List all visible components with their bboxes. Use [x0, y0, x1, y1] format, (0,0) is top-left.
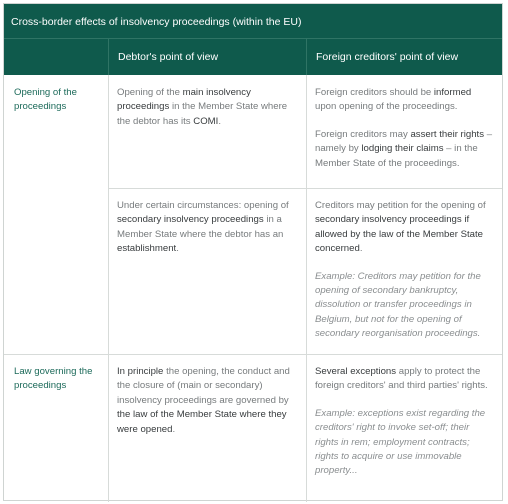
header-row — [4, 39, 502, 75]
column-divider-1 — [108, 75, 109, 502]
opening-creditors-example: Example: Creditors may petition for the opening of secondary bankruptcy, dissolution or transfer proceedings in Belgium, but not for the opening of secondary reorganisation proceedings. — [315, 270, 481, 340]
opening-debtor-secondary — [108, 188, 306, 257]
law-debtor-text: In principle the opening, the conduct and the closure of (main or secondary) insolvency proceedings are governed by the law of the Member State where they were opened. — [117, 366, 290, 435]
opening-creditors-main — [306, 75, 502, 171]
law-debtor — [108, 354, 306, 437]
opening-creditors-secondary-text: Creditors may petition for the opening of secondary insolvency proceedings if allowed by the law of the Member State concerned. — [315, 200, 486, 255]
opening-creditors-inform-text: Foreign creditors should be informed upon opening of the proceedings. — [315, 87, 472, 113]
insolvency-table — [3, 3, 503, 501]
opening-debtor-main — [108, 75, 306, 129]
law-creditors — [306, 354, 502, 479]
row-label-opening: Opening of the proceedings — [14, 87, 77, 113]
header-debtor: Debtor's point of view — [108, 39, 306, 75]
table-title: Cross-border effects of insolvency proceedings (within the EU) — [4, 4, 502, 39]
law-creditors-text: Several exceptions apply to protect the foreign creditors' and third parties' rights. — [315, 366, 488, 392]
header-foreign-creditors: Foreign creditors' point of view — [306, 39, 502, 75]
row-label-law: Law governing the proceedings — [14, 366, 93, 392]
opening-creditors-assert-text: Foreign creditors may assert their rights – namely by lodging their claims – in the Member State of the proceedings. — [315, 128, 493, 169]
law-creditors-example: Example: exceptions exist regarding the creditors' right to invoke set-off; their rights in rem; employment contracts; rights to acquire or use immovable property... — [315, 407, 486, 477]
opening-debtor-main-text: Opening of the main insolvency proceedings in the Member State where the debtor has its COMI. — [117, 87, 288, 127]
opening-creditors-secondary — [306, 188, 502, 342]
opening-debtor-secondary-text: Under certain circumstances: opening of secondary insolvency proceedings in a Member State where the debtor has an establishment. — [117, 200, 289, 255]
